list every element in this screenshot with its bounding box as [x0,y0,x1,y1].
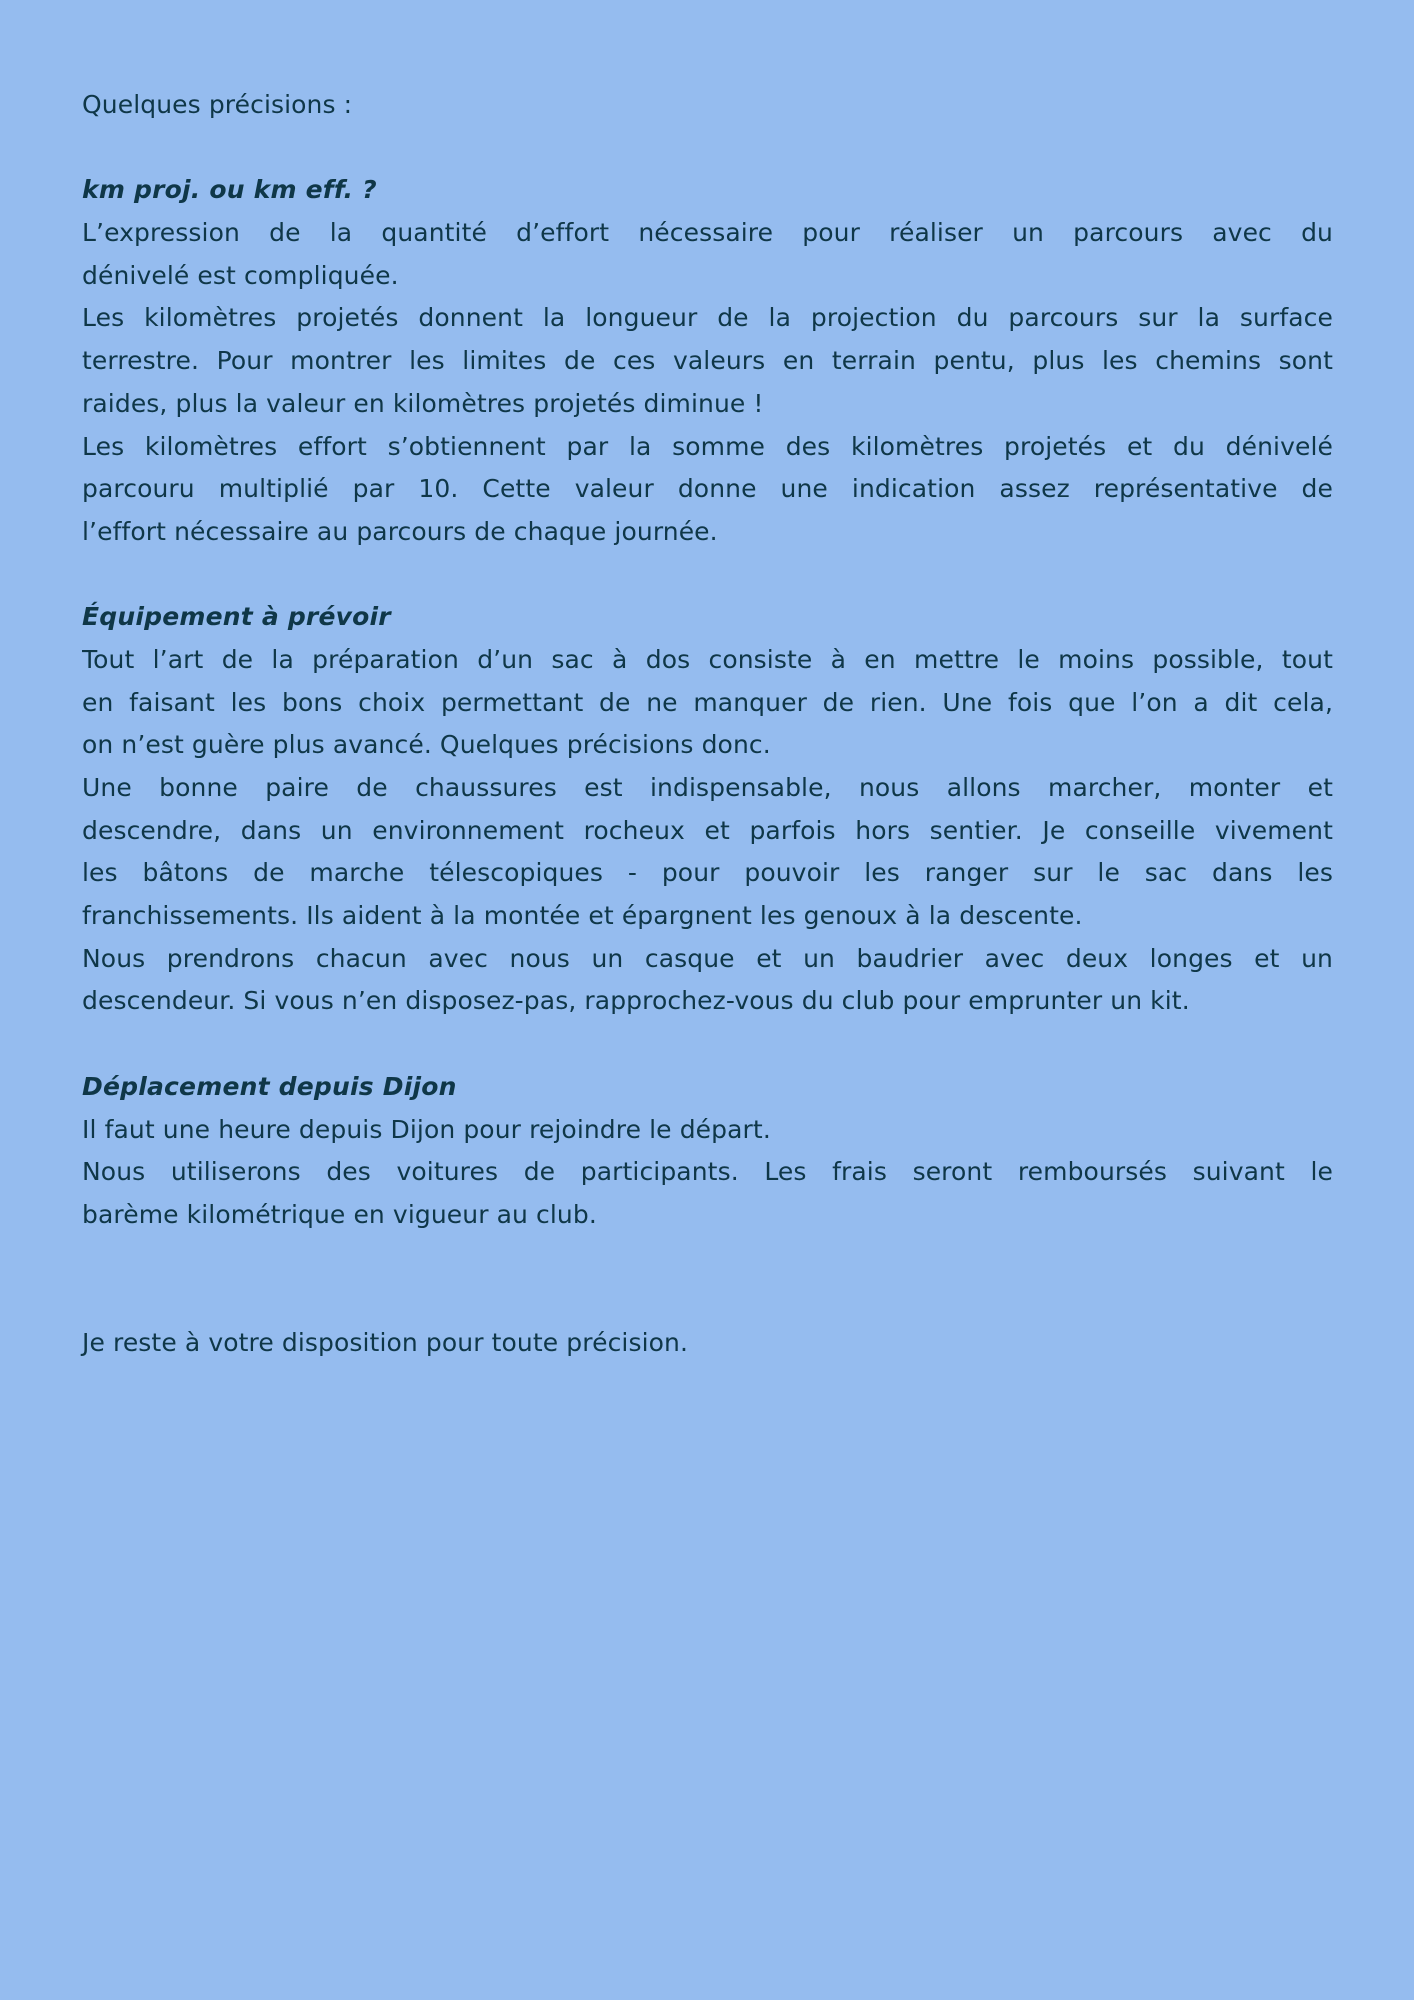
spacer [82,554,1333,597]
section-heading: Équipement à prévoir [82,602,391,632]
paragraph-line: raides, plus la valeur en kilomètres projetés diminue ! [82,388,764,418]
section-deplacement [82,1066,1333,1237]
paragraph-line: dénivelé est compliquée. [82,260,399,290]
paragraph-line: Les kilomètres effort s’obtiennent par la somme des kilomètres projetés et du dénivelé [82,431,1333,461]
paragraph-line: l’effort nécessaire au parcours de chaque journée. [82,516,718,546]
paragraph-line: on n’est guère plus avancé. Quelques précisions donc. [82,730,771,760]
section-heading: km proj. ou km eff. ? [82,175,377,205]
paragraph-line: franchissements. Ils aident à la montée et épargnent les genoux à la descente. [82,901,1083,931]
document-body [82,84,1333,1365]
section-equipement [82,596,1333,1023]
paragraph-line: barème kilométrique en vigueur au club. [82,1199,597,1229]
section-km [82,169,1333,553]
section-heading: Déplacement depuis Dijon [82,1071,457,1101]
spacer [82,127,1333,170]
paragraph-line: Nous prendrons chacun avec nous un casque et un baudrier avec deux longes et un [82,943,1333,973]
paragraph-line: Une bonne paire de chaussures est indispensable, nous allons marcher, monter et [82,773,1333,802]
paragraph-line: descendeur. Si vous n’en disposez-pas, rapprochez-vous du club pour emprunter un kit. [82,986,1190,1016]
intro-text: Quelques précisions : [82,90,353,119]
paragraph-line: en faisant les bons choix permettant de ne manquer de rien. Une fois que l’on a dit cela, [82,687,1333,717]
paragraph-line: Il faut une heure depuis Dijon pour rejoindre le départ. [82,1114,771,1144]
paragraph-line: descendre, dans un environnement rocheux et parfois hors sentier. Je conseille vivement [82,815,1333,845]
paragraph-line: Nous utiliserons des voitures de participants. Les frais seront remboursés suivant le [82,1157,1333,1187]
paragraph-line: terrestre. Pour montrer les limites de ces valeurs en terrain pentu, plus les chemins sont [82,346,1333,376]
spacer [82,1237,1333,1322]
paragraph-line: Les kilomètres projetés donnent la longueur de la projection du parcours sur la surface [82,303,1333,333]
paragraph-line: les bâtons de marche télescopiques - pour pouvoir les ranger sur le sac dans les [82,858,1333,888]
spacer [82,1023,1333,1066]
paragraph-line: Tout l’art de la préparation d’un sac à dos consiste à en mettre le moins possible, tout [82,644,1333,674]
closing-text: Je reste à votre disposition pour toute précision. [82,1327,689,1357]
paragraph-line: L’expression de la quantité d’effort nécessaire pour réaliser un parcours avec du [82,218,1333,248]
paragraph-line: parcouru multiplié par 10. Cette valeur donne une indication assez représentative de [82,474,1333,504]
